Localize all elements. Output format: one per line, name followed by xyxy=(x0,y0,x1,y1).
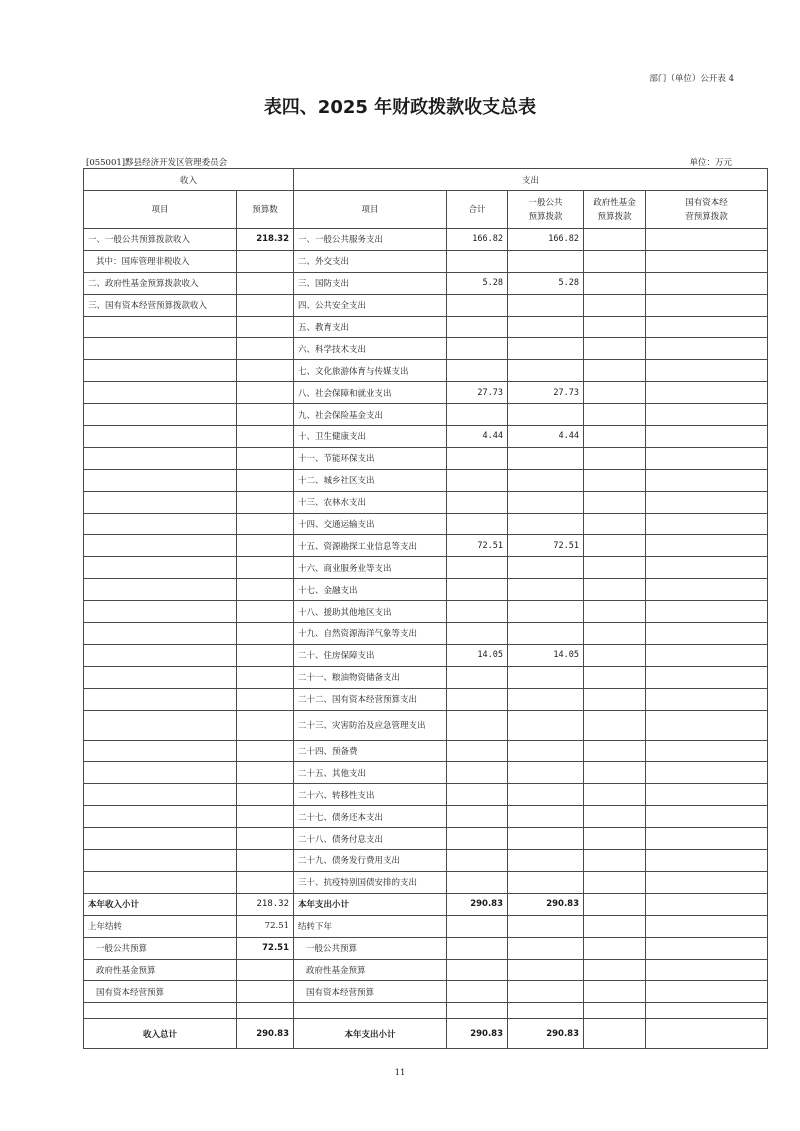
expense-general xyxy=(508,623,584,645)
prior-carry-label: 上年结转 xyxy=(84,915,237,937)
income-item xyxy=(84,806,237,828)
table-row xyxy=(84,469,768,491)
table-row xyxy=(84,491,768,513)
expense-total xyxy=(447,850,508,872)
expense-total xyxy=(447,806,508,828)
table-row xyxy=(84,579,768,601)
income-value xyxy=(237,447,294,469)
table-row xyxy=(84,513,768,535)
income-value xyxy=(237,382,294,404)
income-item xyxy=(84,316,237,338)
expense-total: 5.28 xyxy=(447,272,508,294)
state-capital-header: 国有资本经 营预算拨款 xyxy=(646,191,768,229)
expense-total xyxy=(447,338,508,360)
income-value xyxy=(237,360,294,382)
income-value xyxy=(237,272,294,294)
expense-item: 十二、城乡社区支出 xyxy=(294,469,447,491)
table-row xyxy=(84,623,768,645)
gov-fund-header: 政府性基金 预算拨款 xyxy=(584,191,646,229)
page-title: 表四、2025 年财政拨款收支总表 xyxy=(263,97,537,118)
income-item: 一、一般公共预算拨款收入 xyxy=(84,229,237,251)
expense-item: 十一、节能环保支出 xyxy=(294,447,447,469)
income-value xyxy=(237,426,294,448)
income-subtotal-label: 本年收入小计 xyxy=(84,893,237,915)
expense-state-capital xyxy=(646,447,768,469)
grand-total-row xyxy=(84,1019,768,1049)
expense-general xyxy=(508,491,584,513)
income-value xyxy=(237,762,294,784)
income-value xyxy=(237,316,294,338)
expense-state-capital xyxy=(646,338,768,360)
expense-total: 4.44 xyxy=(447,426,508,448)
total-header: 合计 xyxy=(447,191,508,229)
expense-gov-fund xyxy=(584,871,646,893)
expense-state-capital xyxy=(646,513,768,535)
carry-row xyxy=(84,915,768,937)
expense-state-capital xyxy=(646,762,768,784)
income-item xyxy=(84,360,237,382)
income-subtotal-value: 218.32 xyxy=(237,893,294,915)
expense-state-capital xyxy=(646,294,768,316)
table-row xyxy=(84,316,768,338)
table-row xyxy=(84,688,768,710)
income-value xyxy=(237,294,294,316)
expense-state-capital xyxy=(646,871,768,893)
income-item xyxy=(84,850,237,872)
expense-total xyxy=(447,491,508,513)
income-value xyxy=(237,666,294,688)
expense-subtotal-total: 290.83 xyxy=(447,893,508,915)
income-value xyxy=(237,740,294,762)
expense-item: 二十八、债务付息支出 xyxy=(294,828,447,850)
income-item xyxy=(84,447,237,469)
income-value xyxy=(237,806,294,828)
income-value xyxy=(237,338,294,360)
expense-gov-fund xyxy=(584,513,646,535)
expense-state-capital xyxy=(646,535,768,557)
subtotal-row xyxy=(84,893,768,915)
expense-state-capital xyxy=(646,426,768,448)
expense-gov-fund xyxy=(584,404,646,426)
expense-total: 14.05 xyxy=(447,644,508,666)
table-row xyxy=(84,806,768,828)
expense-total-general: 290.83 xyxy=(508,1019,584,1049)
income-total-value: 290.83 xyxy=(237,1019,294,1049)
expense-item: 十八、援助其他地区支出 xyxy=(294,601,447,623)
expense-total xyxy=(447,601,508,623)
expense-gov-fund xyxy=(584,762,646,784)
unit-label: 单位：万元 xyxy=(689,158,732,168)
income-item xyxy=(84,828,237,850)
income-item xyxy=(84,666,237,688)
expense-gov-fund xyxy=(584,338,646,360)
expense-gov-fund xyxy=(584,784,646,806)
income-item xyxy=(84,404,237,426)
table-row xyxy=(84,447,768,469)
expense-gov-fund xyxy=(584,447,646,469)
expense-state-capital xyxy=(646,250,768,272)
carry-next-label: 结转下年 xyxy=(294,915,447,937)
expense-total xyxy=(447,557,508,579)
expense-item-header: 项目 xyxy=(294,191,447,229)
expense-gov-fund xyxy=(584,316,646,338)
income-value xyxy=(237,623,294,645)
expense-item: 三十、抗疫特别国债安排的支出 xyxy=(294,871,447,893)
expense-total xyxy=(447,294,508,316)
income-item: 二、政府性基金预算拨款收入 xyxy=(84,272,237,294)
income-header: 收入 xyxy=(84,169,294,191)
income-value xyxy=(237,828,294,850)
income-item xyxy=(84,557,237,579)
expense-state-capital xyxy=(646,806,768,828)
expense-header: 支出 xyxy=(294,169,768,191)
expense-general xyxy=(508,688,584,710)
expense-state-capital xyxy=(646,316,768,338)
expense-general xyxy=(508,250,584,272)
expense-item: 十九、自然资源海洋气象等支出 xyxy=(294,623,447,645)
expense-total xyxy=(447,316,508,338)
expense-item: 二十九、债务发行费用支出 xyxy=(294,850,447,872)
expense-item: 五、教育支出 xyxy=(294,316,447,338)
expense-gov-fund xyxy=(584,272,646,294)
page-label: 部门（单位）公开表 4 xyxy=(649,74,734,84)
income-item xyxy=(84,623,237,645)
carry-gov-fund-row xyxy=(84,959,768,981)
expense-total-total: 290.83 xyxy=(447,1019,508,1049)
expense-general: 27.73 xyxy=(508,382,584,404)
income-item: 其中：国库管理非税收入 xyxy=(84,250,237,272)
income-item xyxy=(84,710,237,740)
carry-gov-fund-in: 政府性基金预算 xyxy=(84,959,237,981)
expense-gov-fund xyxy=(584,688,646,710)
table-row xyxy=(84,272,768,294)
expense-general xyxy=(508,469,584,491)
expense-total xyxy=(447,871,508,893)
income-item xyxy=(84,579,237,601)
expense-item: 四、公共安全支出 xyxy=(294,294,447,316)
expense-gov-fund xyxy=(584,644,646,666)
income-item xyxy=(84,644,237,666)
expense-general xyxy=(508,850,584,872)
expense-item: 二十七、债务还本支出 xyxy=(294,806,447,828)
income-value xyxy=(237,557,294,579)
carry-state-cap-row xyxy=(84,981,768,1003)
income-item xyxy=(84,491,237,513)
expense-item: 二十三、灾害防治及应急管理支出 xyxy=(294,710,447,740)
income-item xyxy=(84,382,237,404)
income-item xyxy=(84,426,237,448)
table-body xyxy=(84,229,768,894)
carry-general-row xyxy=(84,937,768,959)
expense-general xyxy=(508,360,584,382)
expense-gov-fund xyxy=(584,382,646,404)
expense-state-capital xyxy=(646,666,768,688)
expense-gov-fund xyxy=(584,557,646,579)
expense-total xyxy=(447,762,508,784)
table-row xyxy=(84,828,768,850)
expense-gov-fund xyxy=(584,601,646,623)
income-item: 三、国有资本经营预算拨款收入 xyxy=(84,294,237,316)
expense-state-capital xyxy=(646,688,768,710)
table-row xyxy=(84,338,768,360)
income-value xyxy=(237,784,294,806)
expense-total-label: 本年支出小计 xyxy=(294,1019,447,1049)
expense-total xyxy=(447,828,508,850)
income-value xyxy=(237,871,294,893)
department-label: [055001]黟县经济开发区管理委员会 xyxy=(86,158,228,168)
expense-state-capital xyxy=(646,229,768,251)
expense-general xyxy=(508,404,584,426)
income-value xyxy=(237,688,294,710)
expense-state-capital xyxy=(646,850,768,872)
expense-item: 二十六、转移性支出 xyxy=(294,784,447,806)
expense-gov-fund xyxy=(584,491,646,513)
income-item xyxy=(84,513,237,535)
expense-item: 七、文化旅游体育与传媒支出 xyxy=(294,360,447,382)
expense-total: 27.73 xyxy=(447,382,508,404)
expense-item: 十五、资源勘探工业信息等支出 xyxy=(294,535,447,557)
expense-total xyxy=(447,513,508,535)
table-row xyxy=(84,784,768,806)
expense-gov-fund xyxy=(584,850,646,872)
table-row xyxy=(84,710,768,740)
expense-state-capital xyxy=(646,557,768,579)
income-value xyxy=(237,535,294,557)
expense-gov-fund xyxy=(584,579,646,601)
expense-gov-fund xyxy=(584,294,646,316)
table-row xyxy=(84,871,768,893)
expense-item: 十六、商业服务业等支出 xyxy=(294,557,447,579)
expense-general xyxy=(508,784,584,806)
expense-total xyxy=(447,360,508,382)
income-value xyxy=(237,491,294,513)
expense-gov-fund xyxy=(584,806,646,828)
table-row xyxy=(84,294,768,316)
general-header: 一般公共 预算拨款 xyxy=(508,191,584,229)
income-item xyxy=(84,469,237,491)
expense-general xyxy=(508,871,584,893)
carry-state-cap-out: 国有资本经营预算 xyxy=(294,981,447,1003)
income-value xyxy=(237,469,294,491)
expense-general: 5.28 xyxy=(508,272,584,294)
carry-general-value: 72.51 xyxy=(237,937,294,959)
income-item xyxy=(84,688,237,710)
expense-subtotal-general: 290.83 xyxy=(508,893,584,915)
expense-general xyxy=(508,579,584,601)
table-row xyxy=(84,666,768,688)
expense-item: 十三、农林水支出 xyxy=(294,491,447,513)
expense-general: 14.05 xyxy=(508,644,584,666)
expense-item: 八、社会保障和就业支出 xyxy=(294,382,447,404)
expense-general xyxy=(508,666,584,688)
expense-state-capital xyxy=(646,360,768,382)
expense-general xyxy=(508,294,584,316)
expense-total: 72.51 xyxy=(447,535,508,557)
expense-general xyxy=(508,740,584,762)
expense-item: 九、社会保险基金支出 xyxy=(294,404,447,426)
table-row xyxy=(84,229,768,251)
carry-state-cap-in: 国有资本经营预算 xyxy=(84,981,237,1003)
table-row xyxy=(84,762,768,784)
expense-state-capital xyxy=(646,272,768,294)
table-row xyxy=(84,601,768,623)
table-row xyxy=(84,644,768,666)
expense-gov-fund xyxy=(584,535,646,557)
expense-general xyxy=(508,710,584,740)
expense-state-capital xyxy=(646,601,768,623)
expense-subtotal-label: 本年支出小计 xyxy=(294,893,447,915)
income-value xyxy=(237,644,294,666)
table-row xyxy=(84,740,768,762)
expense-item: 二十一、粮油物资储备支出 xyxy=(294,666,447,688)
income-item xyxy=(84,740,237,762)
expense-general xyxy=(508,557,584,579)
expense-gov-fund xyxy=(584,710,646,740)
expense-gov-fund xyxy=(584,666,646,688)
table-row xyxy=(84,250,768,272)
expense-general xyxy=(508,447,584,469)
expense-state-capital xyxy=(646,469,768,491)
income-value xyxy=(237,710,294,740)
expense-total xyxy=(447,623,508,645)
expense-item: 二、外交支出 xyxy=(294,250,447,272)
expense-total xyxy=(447,447,508,469)
expense-item: 十七、金融支出 xyxy=(294,579,447,601)
expense-item: 二十五、其他支出 xyxy=(294,762,447,784)
expense-total xyxy=(447,579,508,601)
expense-general: 166.82 xyxy=(508,229,584,251)
expense-general xyxy=(508,513,584,535)
expense-item: 六、科学技术支出 xyxy=(294,338,447,360)
carry-general-in: 一般公共预算 xyxy=(84,937,237,959)
income-item xyxy=(84,338,237,360)
expense-general xyxy=(508,828,584,850)
header-row-2 xyxy=(84,191,768,229)
table-row xyxy=(84,426,768,448)
income-item xyxy=(84,871,237,893)
income-value xyxy=(237,579,294,601)
income-item xyxy=(84,601,237,623)
carry-general-out: 一般公共预算 xyxy=(294,937,447,959)
expense-general xyxy=(508,338,584,360)
income-item xyxy=(84,535,237,557)
expense-item: 二十二、国有资本经营预算支出 xyxy=(294,688,447,710)
income-value xyxy=(237,850,294,872)
expense-gov-fund xyxy=(584,360,646,382)
budget-header: 预算数 xyxy=(237,191,294,229)
expense-total xyxy=(447,784,508,806)
expense-total xyxy=(447,666,508,688)
expense-gov-fund xyxy=(584,623,646,645)
table-row xyxy=(84,557,768,579)
income-value xyxy=(237,513,294,535)
income-value xyxy=(237,250,294,272)
table-row xyxy=(84,404,768,426)
carry-gov-fund-out: 政府性基金预算 xyxy=(294,959,447,981)
expense-total xyxy=(447,469,508,491)
expense-total xyxy=(447,404,508,426)
expense-state-capital xyxy=(646,382,768,404)
table-row xyxy=(84,382,768,404)
expense-item: 一、一般公共服务支出 xyxy=(294,229,447,251)
income-total-label: 收入总计 xyxy=(84,1019,237,1049)
expense-general: 4.44 xyxy=(508,426,584,448)
income-value xyxy=(237,601,294,623)
expense-gov-fund xyxy=(584,740,646,762)
expense-total: 166.82 xyxy=(447,229,508,251)
prior-carry-value: 72.51 xyxy=(237,915,294,937)
expense-state-capital xyxy=(646,404,768,426)
expense-general xyxy=(508,601,584,623)
page-number: 11 xyxy=(394,1068,406,1078)
expense-total xyxy=(447,688,508,710)
expense-state-capital xyxy=(646,579,768,601)
expense-state-capital xyxy=(646,623,768,645)
blank-row xyxy=(84,1003,768,1019)
income-value: 218.32 xyxy=(237,229,294,251)
expense-gov-fund xyxy=(584,828,646,850)
income-value xyxy=(237,404,294,426)
header-row-1 xyxy=(84,169,768,191)
budget-table xyxy=(83,168,768,1049)
expense-item: 三、国防支出 xyxy=(294,272,447,294)
expense-total xyxy=(447,250,508,272)
expense-gov-fund xyxy=(584,229,646,251)
expense-general xyxy=(508,316,584,338)
expense-state-capital xyxy=(646,491,768,513)
expense-state-capital xyxy=(646,828,768,850)
expense-gov-fund xyxy=(584,250,646,272)
expense-total xyxy=(447,740,508,762)
expense-general: 72.51 xyxy=(508,535,584,557)
expense-state-capital xyxy=(646,784,768,806)
table-row xyxy=(84,850,768,872)
expense-item: 二十四、预备费 xyxy=(294,740,447,762)
expense-gov-fund xyxy=(584,426,646,448)
income-item-header: 项目 xyxy=(84,191,237,229)
expense-state-capital xyxy=(646,644,768,666)
table-row xyxy=(84,535,768,557)
expense-total xyxy=(447,710,508,740)
expense-state-capital xyxy=(646,710,768,740)
expense-general xyxy=(508,762,584,784)
income-item xyxy=(84,784,237,806)
income-item xyxy=(84,762,237,784)
expense-general xyxy=(508,806,584,828)
expense-item: 十、卫生健康支出 xyxy=(294,426,447,448)
expense-gov-fund xyxy=(584,469,646,491)
expense-item: 十四、交通运输支出 xyxy=(294,513,447,535)
table-row xyxy=(84,360,768,382)
expense-item: 二十、住房保障支出 xyxy=(294,644,447,666)
expense-state-capital xyxy=(646,740,768,762)
